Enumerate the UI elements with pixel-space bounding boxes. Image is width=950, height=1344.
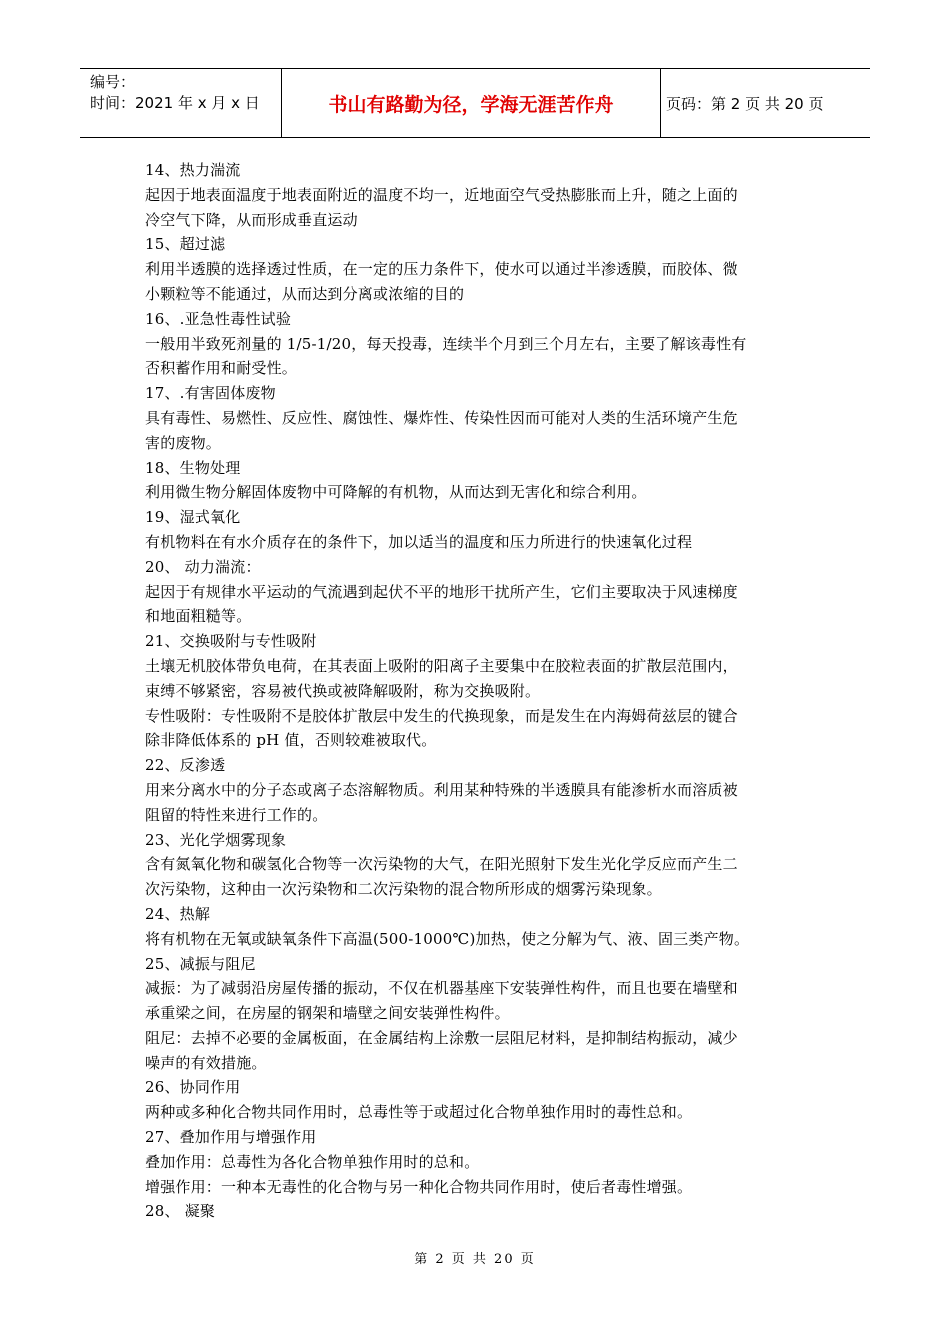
header-info-cell xyxy=(80,69,282,137)
page-footer: 第 2 页 共 20 页 xyxy=(414,1252,536,1267)
text-line: 除非降低体系的 pH 值，否则较难被取代。 xyxy=(145,731,437,750)
document-number-label: 编号： xyxy=(90,73,136,91)
text-line: 含有氮氧化物和碳氢化合物等一次污染物的大气，在阳光照射下发生光化学反应而产生二 xyxy=(145,855,738,874)
text-line: 21、交换吸附与专性吸附 xyxy=(145,632,317,651)
text-line: 具有毒性、易燃性、反应性、腐蚀性、爆炸性、传染性因而可能对人类的生活环境产生危 xyxy=(145,408,738,427)
document-body xyxy=(145,158,810,1224)
text-line: 起因于地表面温度于地表面附近的温度不均一，近地面空气受热膨胀而上升，随之上面的 xyxy=(145,185,738,204)
text-line: 噪声的有效措施。 xyxy=(145,1053,267,1072)
text-line: 起因于有规律水平运动的气流遇到起伏不平的地形干扰所产生，它们主要取决于风速梯度 xyxy=(145,582,738,601)
text-line: 25、减振与阻尼 xyxy=(145,954,256,973)
text-line: 害的废物。 xyxy=(145,433,222,452)
text-line: 17、.有害固体废物 xyxy=(145,384,276,403)
text-line: 冷空气下降，从而形成垂直运动 xyxy=(145,210,358,229)
text-line: 小颗粒等不能通过，从而达到分离或浓缩的目的 xyxy=(145,284,465,303)
text-line: 利用半透膜的选择透过性质，在一定的压力条件下，使水可以通过半渗透膜，而胶体、微 xyxy=(145,260,738,279)
text-line: 20、 动力湍流： xyxy=(145,557,261,576)
text-line: 承重梁之间，在房屋的钢架和墙壁之间安装弹性构件。 xyxy=(145,1004,510,1023)
text-line: 阻留的特性来进行工作的。 xyxy=(145,805,328,824)
header-page-info: 页码：第 2 页 共 20 页 xyxy=(666,94,824,113)
text-line: 用来分离水中的分子态或离子态溶解物质。利用某种特殊的半透膜具有能渗析水而溶质被 xyxy=(145,780,738,799)
page-header xyxy=(80,68,870,138)
text-line: 一般用半致死剂量的 1/5-1/20，每天投毒，连续半个月到三个月左右，主要了解该毒性有 xyxy=(145,334,747,353)
text-line: 将有机物在无氧或缺氧条件下高温(500-1000℃)加热，使之分解为气、液、固三类产物。 xyxy=(145,929,750,948)
text-line: 利用微生物分解固体废物中可降解的有机物，从而达到无害化和综合利用。 xyxy=(145,483,647,502)
text-line: 束缚不够紧密，容易被代换或被降解吸附，称为交换吸附。 xyxy=(145,681,541,700)
text-line: 15、超过滤 xyxy=(145,235,226,254)
text-line: 28、 凝聚 xyxy=(145,1202,216,1221)
text-line: 叠加作用：总毒性为各化合物单独作用时的总和。 xyxy=(145,1152,480,1171)
text-line: 16、.亚急性毒性试验 xyxy=(145,309,292,328)
document-date: 时间：2021 年 x 月 x 日 xyxy=(90,94,260,112)
text-line: 否积蓄作用和耐受性。 xyxy=(145,359,298,378)
text-line: 22、反渗透 xyxy=(145,756,226,775)
text-line: 23、光化学烟雾现象 xyxy=(145,830,287,849)
text-line: 阻尼：去掉不必要的金属板面，在金属结构上涂敷一层阻尼材料，是抑制结构振动，减少 xyxy=(145,1028,738,1047)
text-line: 专性吸附：专性吸附不是胶体扩散层中发生的代换现象，而是发生在内海姆荷兹层的键合 xyxy=(145,706,738,725)
text-line: 18、生物处理 xyxy=(145,458,241,477)
text-line: 19、湿式氧化 xyxy=(145,508,241,527)
text-line: 减振：为了减弱沿房屋传播的振动，不仅在机器基座下安装弹性构件，而且也要在墙壁和 xyxy=(145,979,738,998)
text-line: 增强作用：一种本无毒性的化合物与另一种化合物共同作用时，使后者毒性增强。 xyxy=(145,1177,693,1196)
text-line: 两种或多种化合物共同作用时，总毒性等于或超过化合物单独作用时的毒性总和。 xyxy=(145,1103,693,1122)
text-line: 有机物料在有水介质存在的条件下，加以适当的温度和压力所进行的快速氧化过程 xyxy=(145,532,693,551)
text-line: 26、协同作用 xyxy=(145,1078,241,1097)
text-line: 和地面粗糙等。 xyxy=(145,607,252,626)
text-line: 土壤无机胶体带负电荷，在其表面上吸附的阳离子主要集中在胶粒表面的扩散层范围内， xyxy=(145,656,738,675)
text-line: 27、叠加作用与增强作用 xyxy=(145,1128,317,1147)
text-line: 次污染物，这种由一次污染物和二次污染物的混合物所形成的烟雾污染现象。 xyxy=(145,880,662,899)
header-motto: 书山有路勤为径，学海无涯苦作舟 xyxy=(282,69,661,137)
text-line: 14、热力湍流 xyxy=(145,161,241,179)
text-line: 24、热解 xyxy=(145,904,211,923)
